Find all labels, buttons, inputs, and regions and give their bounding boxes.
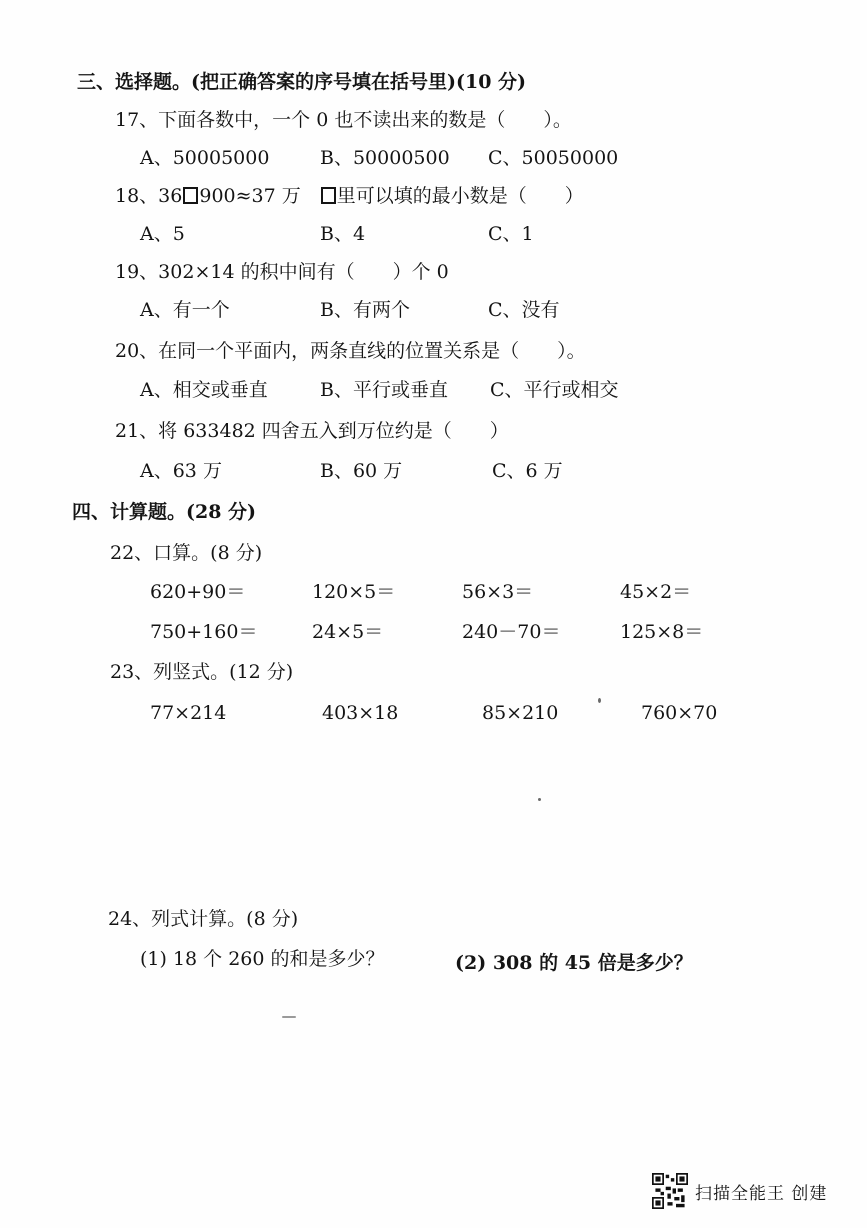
section-4-title: 四、计算题。(28 分) bbox=[72, 501, 257, 523]
q18-option-a: A、5 bbox=[140, 223, 185, 245]
q23-item: 85×210 bbox=[482, 702, 559, 724]
q19-option-a: A、有一个 bbox=[140, 299, 230, 321]
q22-item: 56×3＝ bbox=[462, 581, 534, 603]
q17-option-b: B、50000500 bbox=[320, 147, 450, 169]
q19-option-c: C、没有 bbox=[488, 299, 560, 321]
q18-stem-end: 里可以填的最小数是（ ） bbox=[336, 185, 584, 207]
q21-option-a: A、63 万 bbox=[140, 460, 222, 482]
blank-box-icon bbox=[183, 187, 198, 204]
scan-speck bbox=[598, 698, 601, 703]
q22-item: 24×5＝ bbox=[312, 621, 384, 643]
q21-option-b: B、60 万 bbox=[320, 460, 403, 482]
q22-item: 45×2＝ bbox=[620, 581, 692, 603]
scanner-watermark bbox=[652, 1173, 827, 1209]
question-17: 17、下面各数中，一个 0 也不读出来的数是（ ）。 bbox=[115, 109, 572, 131]
q20-option-a: A、相交或垂直 bbox=[140, 379, 268, 401]
q20-option-c: C、平行或相交 bbox=[490, 379, 619, 401]
q22-item: 750+160＝ bbox=[150, 621, 258, 643]
q18-option-c: C、1 bbox=[488, 223, 534, 245]
q17-option-c: C、50050000 bbox=[488, 147, 619, 169]
q20-option-b: B、平行或垂直 bbox=[320, 379, 448, 401]
question-20: 20、在同一个平面内，两条直线的位置关系是（ ）。 bbox=[115, 340, 586, 362]
question-18 bbox=[115, 184, 584, 208]
q17-option-a: A、50005000 bbox=[140, 147, 270, 169]
q18-stem-mid: 900≈37 万 bbox=[199, 185, 320, 207]
question-21: 21、将 633482 四舍五入到万位约是（ ） bbox=[115, 420, 509, 442]
question-22: 22、口算。(8 分) bbox=[110, 542, 263, 564]
q24-item-2: (2) 308 的 45 倍是多少？ bbox=[455, 952, 693, 974]
q23-item: 77×214 bbox=[150, 702, 227, 724]
question-23: 23、列竖式。(12 分) bbox=[110, 661, 294, 683]
question-19: 19、302×14 的积中间有（ ）个 0 bbox=[115, 261, 449, 283]
section-3-title: 三、选择题。(把正确答案的序号填在括号里)(10 分) bbox=[77, 71, 527, 93]
q22-item: 120×5＝ bbox=[312, 581, 396, 603]
question-24: 24、列式计算。(8 分) bbox=[108, 908, 299, 930]
watermark-text: 扫描全能王 创建 bbox=[695, 1183, 828, 1204]
q21-option-c: C、6 万 bbox=[492, 460, 563, 482]
qr-code-icon bbox=[652, 1173, 688, 1209]
q22-item: 240－70＝ bbox=[462, 621, 561, 643]
scan-speck bbox=[538, 798, 541, 801]
blank-box-icon bbox=[321, 187, 336, 204]
q23-item: 760×70 bbox=[641, 702, 718, 724]
q18-stem-start: 18、36 bbox=[115, 185, 183, 207]
q23-item: 403×18 bbox=[322, 702, 399, 724]
q22-item: 125×8＝ bbox=[620, 621, 704, 643]
q24-item-1: (1) 18 个 260 的和是多少？ bbox=[140, 948, 385, 970]
scan-speck bbox=[282, 1016, 296, 1018]
q19-option-b: B、有两个 bbox=[320, 299, 410, 321]
q18-option-b: B、4 bbox=[320, 223, 366, 245]
q22-item: 620+90＝ bbox=[150, 581, 246, 603]
